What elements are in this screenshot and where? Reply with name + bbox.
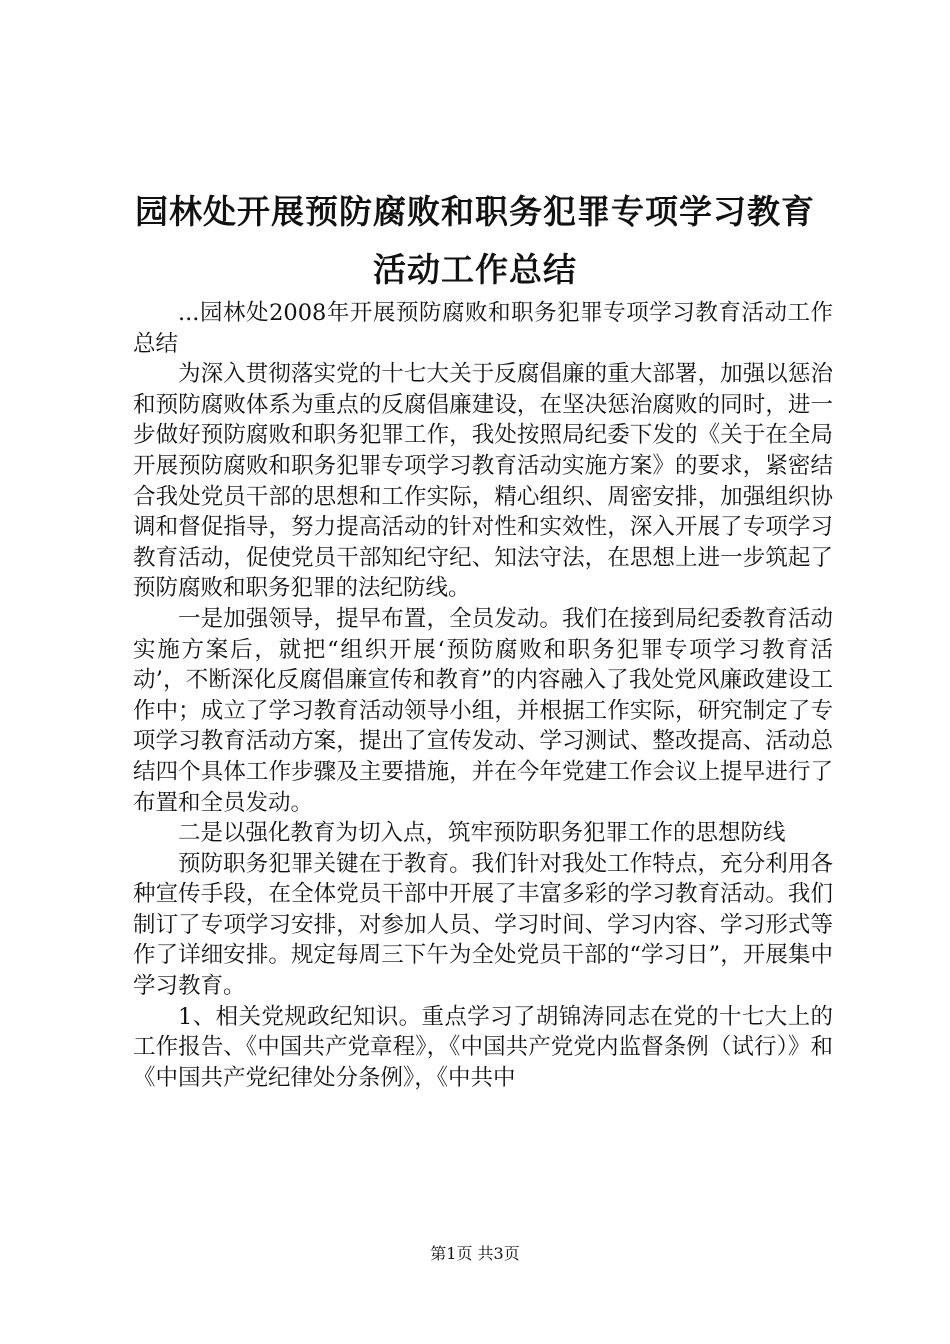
document-title-line2: 活动工作总结 xyxy=(373,250,577,289)
paragraph-subtitle: ...园林处2008年开展预防腐败和职务犯罪专项学习教育活动工作总结 xyxy=(133,300,833,357)
paragraph-point-two-heading: 二是以强化教育为切入点，筑牢预防职务犯罪工作的思想防线 xyxy=(178,820,786,847)
paragraph-item-one: 1、相关党规政纪知识。重点学习了胡锦涛同志在党的十七大上的工作报告、《中国共产党章程》，《中国共产党党内监督条例（试行）》和《中国共产党纪律处分条例》，《中共中 xyxy=(133,1003,833,1091)
paragraph-intro: 为深入贯彻落实党的十七大关于反腐倡廉的重大部署，加强以惩治和预防腐败体系为重点的反腐倡廉建设，在坚决惩治腐败的同时，进一步做好预防腐败和职务犯罪工作，我处按照局纪委下发的《关于在全局开展预防腐败和职务犯罪专项学习教育活动实施方案》的要求，紧密结合我处党员干部的思想和工作实际，精心组织、周密安排，加强组织协调和督促指导，努力提高活动的针对性和实效性，深入开展了专项学习教育活动，促使党员干部知纪守纪、知法守法，在思想上进一步筑起了预防腐败和职务犯罪的法纪防线。 xyxy=(133,361,833,602)
paragraph-point-one: 一是加强领导，提早布置，全员发动。我们在接到局纪委教育活动实施方案后，就把“组织开展‘预防腐败和职务犯罪专项学习教育活动’，不断深化反腐倡廉宣传和教育”的内容融入了我处党风廉政建设工作中；成立了学习教育活动领导小组，并根据工作实际，研究制定了专项学习教育活动方案，提出了宣传发动、学习测试、整改提高、活动总结四个具体工作步骤及主要措施，并在今年党建工作会议上提早进行了布置和全员发动。 xyxy=(133,605,833,816)
paragraph-education: 预防职务犯罪关键在于教育。我们针对我处工作特点，充分利用各种宣传手段，在全体党员干部中开展了丰富多彩的学习教育活动。我们制订了专项学习安排，对参加人员、学习时间、学习内容、学习形式等作了详细安排。规定每周三下午为全处党员干部的“学习日”，开展集中学习教育。 xyxy=(133,850,833,1000)
document-title-line1: 园林处开展预防腐败和职务犯罪专项学习教育 xyxy=(135,192,815,231)
document-body xyxy=(133,298,833,1093)
page-footer: 第1页 共3页 xyxy=(430,1244,520,1263)
